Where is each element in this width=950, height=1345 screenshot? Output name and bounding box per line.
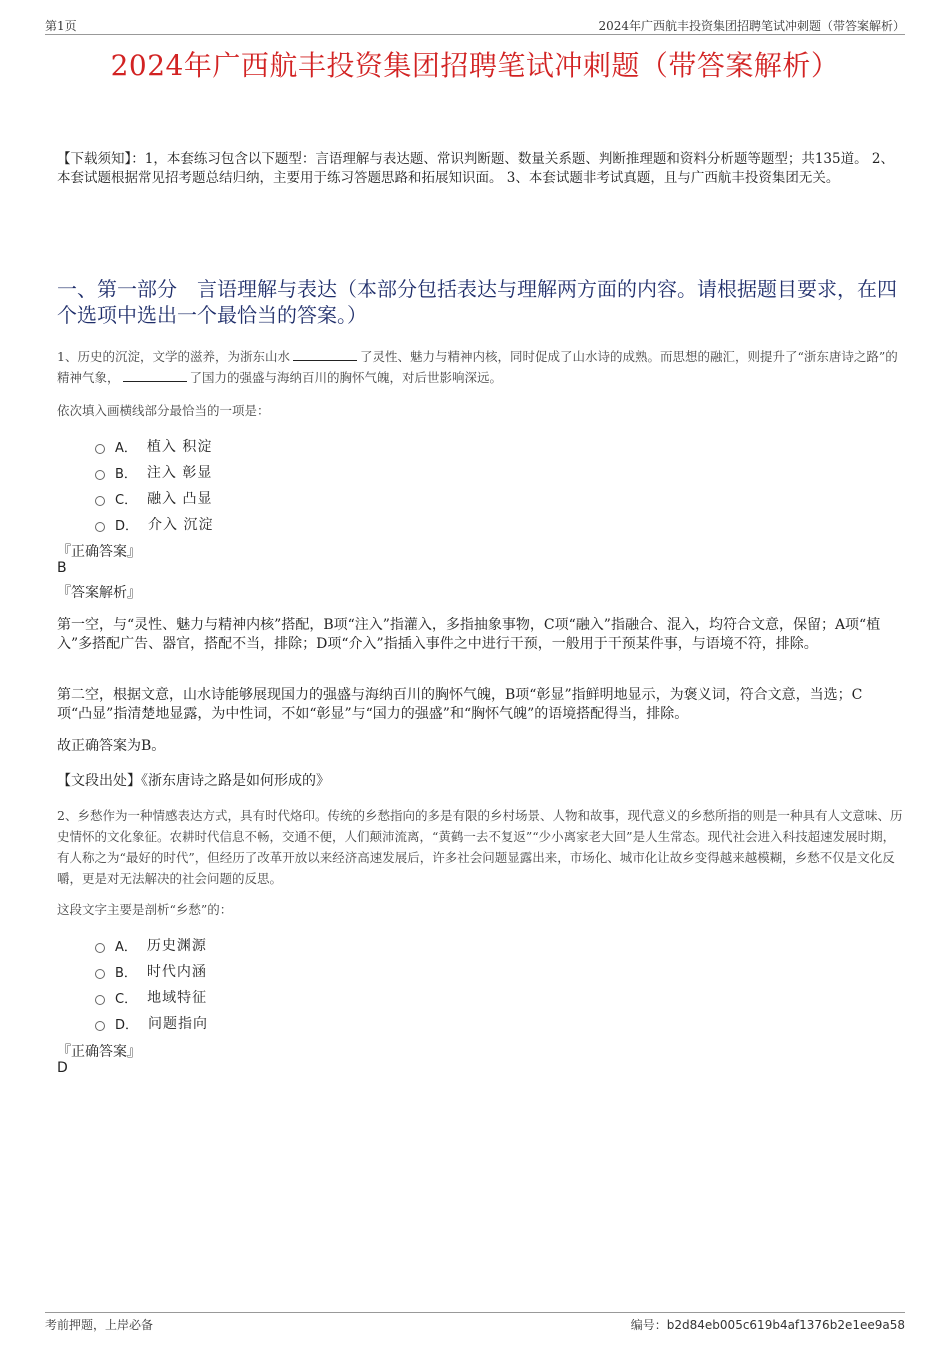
section-heading: 一、第一部分 言语理解与表达（本部分包括表达与理解两方面的内容。请根据题目要求，在四个选项中选出一个最恰当的答案。） (57, 277, 897, 327)
page-header (45, 14, 905, 35)
question-1-prompt: 依次填入画横线部分最恰当的一项是： (57, 403, 270, 418)
radio-icon[interactable] (95, 943, 105, 953)
option-text: 注入 彰显 (146, 465, 213, 481)
radio-icon[interactable] (95, 496, 105, 506)
option-letter: B． (115, 965, 137, 981)
option-text: 时代内涵 (146, 964, 207, 980)
fill-blank-1 (293, 348, 357, 361)
option-d[interactable] (95, 511, 213, 537)
option-letter: A． (115, 939, 137, 955)
option-text: 融入 凸显 (147, 491, 213, 507)
question-2-options (95, 932, 208, 1036)
option-letter: C． (115, 991, 138, 1007)
radio-icon[interactable] (95, 969, 105, 979)
correct-answer-value: D (57, 1060, 68, 1076)
footer-code-value: b2d84eb005c619b4af1376b2e1ee9a58 (666, 1318, 905, 1332)
option-letter: C． (115, 492, 138, 508)
page-number: 第1页 (45, 19, 77, 33)
analysis-paragraph-2: 第二空，根据文意，山水诗能够展现国力的强盛与海纳百川的胸怀气魄，B项“彰显”指鲜明地显示，为褒义词，符合文意，当选；C项“凸显”指清楚地显露，为中性词，不如“彰显”与“国力的强盛”和“胸怀气魄”的语境搭配得当，排除。 (57, 687, 863, 722)
question-1-text-part-b: 了灵性、魅力与精神内核，同时促成了山水诗的成熟。而思想的融汇，则提升了“浙东唐诗之路”的精神气象， (57, 349, 898, 385)
document-title: 2024年广西航丰投资集团招聘笔试冲刺题（带答案解析） (110, 49, 840, 82)
radio-icon[interactable] (95, 522, 105, 532)
footer-slogan: 考前押题，上岸必备 (45, 1318, 154, 1332)
option-text: 介入 沉淀 (148, 517, 214, 533)
option-text: 问题指向 (148, 1016, 209, 1032)
option-letter: A． (115, 440, 137, 456)
option-text: 植入 积淀 (146, 439, 213, 455)
option-b[interactable] (95, 459, 213, 485)
radio-icon[interactable] (95, 470, 105, 480)
question-1-text-part-a: 1、历史的沉淀，文学的滋养，为浙东山水 (57, 349, 290, 364)
footer-code-label: 编号： (630, 1318, 667, 1332)
question-2-text: 2、乡愁作为一种情感表达方式，具有时代烙印。传统的乡愁指向的多是有限的乡村场景、人物和故事，现代意义的乡愁所指的则是一种具有人文意味、历史情怀的文化象征。农耕时代信息不畅，交通不便，人们颠沛流离，“黄鹤一去不复返”“少小离家老大回”是人生常态。现代社会进入科技超速发展时期，有人称之为“最好的时代”，但经历了改革开放以来经济高速发展后，许多社会问题显露出来，市场化、城市化让故乡变得越来越模糊，乡愁不仅是文化反嚼，更是对无法解决的社会问题的反思。 (57, 808, 903, 886)
question-1-text (57, 346, 903, 388)
question-1-options (95, 433, 213, 537)
page-footer (45, 1312, 905, 1333)
radio-icon[interactable] (95, 995, 105, 1005)
download-notice: 【下载须知】：1，本套练习包含以下题型：言语理解与表达题、常识判断题、数量关系题、判断推理题和资料分析题等题型；共135道。 2、本套试题根据常见招考题总结归纳，主要用于练习答题思路和拓展知识面。 3、本套试题非考试真题，且与广西航丰投资集团无关。 (57, 151, 894, 186)
option-c[interactable] (95, 984, 208, 1010)
option-d[interactable] (95, 1010, 208, 1036)
radio-icon[interactable] (95, 1021, 105, 1031)
correct-answer-value: B (57, 560, 67, 576)
radio-icon[interactable] (95, 444, 105, 454)
option-a[interactable] (95, 433, 213, 459)
passage-source: 【文段出处】《浙东唐诗之路是如何形成的》 (57, 773, 330, 789)
correct-answer-label: 『正确答案』 (57, 544, 141, 560)
option-b[interactable] (95, 958, 208, 984)
question-1-text-part-c: 了国力的强盛与海纳百川的胸怀气魄，对后世影响深远。 (189, 370, 503, 385)
analysis-paragraph-1: 第一空，与“灵性、魅力与精神内核”搭配，B项“注入”指灌入，多指抽象事物，C项“融入”指融合、混入，均符合文意，保留；A项“植入”多搭配广告、器官，搭配不当，排除；D项“介入”指插入事件之中进行干预，一般用于干预某件事，与语境不符，排除。 (57, 617, 881, 652)
option-letter: D． (115, 1017, 139, 1033)
option-letter: D． (115, 518, 139, 534)
analysis-conclusion: 故正确答案为B。 (57, 738, 166, 754)
option-text: 历史渊源 (146, 938, 207, 954)
correct-answer-label: 『正确答案』 (57, 1044, 141, 1060)
option-text: 地域特征 (147, 990, 208, 1006)
option-a[interactable] (95, 932, 208, 958)
footer-code (631, 1316, 905, 1333)
header-doc-title: 2024年广西航丰投资集团招聘笔试冲刺题（带答案解析） (598, 19, 905, 33)
analysis-label: 『答案解析』 (57, 585, 141, 601)
question-2-prompt: 这段文字主要是剖析“乡愁”的： (57, 902, 233, 917)
option-letter: B． (115, 466, 137, 482)
fill-blank-2 (123, 369, 187, 382)
option-c[interactable] (95, 485, 213, 511)
